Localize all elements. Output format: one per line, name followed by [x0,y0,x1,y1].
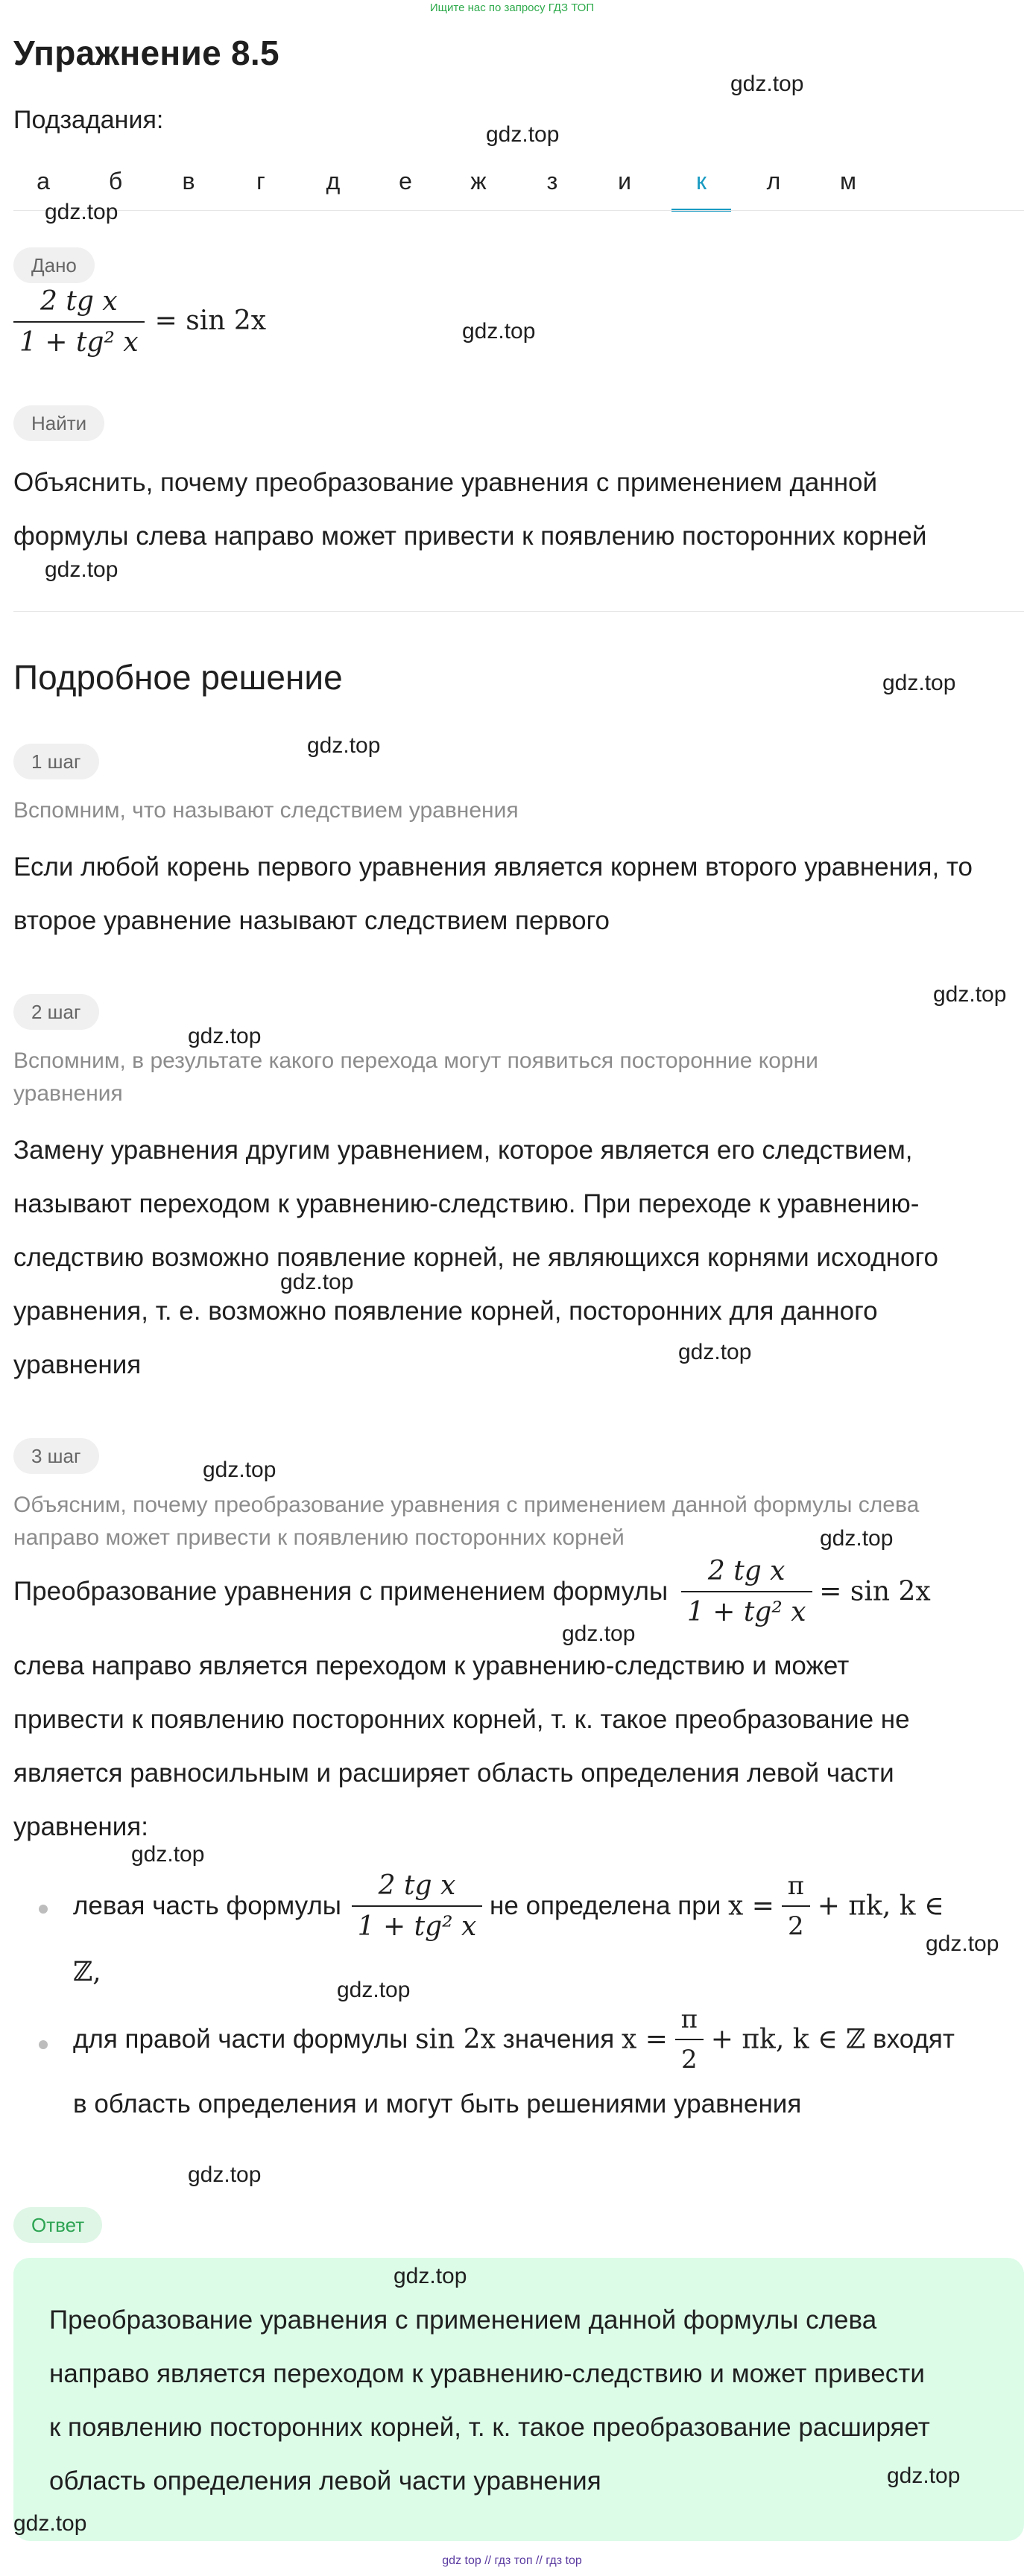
bullet-1-x-eq: x = [727,1890,774,1922]
bullet-2-line-1 [73,2004,1020,2075]
bullet-2-after: входят [873,2025,955,2054]
step-3-line-1: слева направо является переходом к уравнению-следствию и может [13,1651,850,1680]
step-1-line-1: Если любой корень первого уравнения является корнем второго уравнения, то [13,852,973,882]
step-1-hint: Вспомним, что называют следствием уравнения [13,798,519,823]
watermark: gdz.top [882,671,956,695]
bullet-1-line-2: ℤ, [73,1957,101,1987]
bullet-1-before: левая часть формулы [73,1891,341,1920]
tab-zh[interactable]: ж [470,168,487,194]
step-3-badge: 3 шаг [13,1438,99,1474]
step-3-formula-numerator: 2 tg x [707,1556,786,1586]
find-line-1: Объяснить, почему преобразование уравнения с применением данной [13,468,878,497]
answer-line-2: направо является переходом к уравнению-следствию и может привести [49,2359,925,2388]
tab-e[interactable]: е [399,168,412,194]
step-3-formula-line [13,1556,1024,1627]
bullet-1-marker [39,1905,48,1914]
watermark: gdz.top [131,1842,205,1867]
step-3-formula-denominator: 1 + tg² x [681,1591,812,1627]
watermark: gdz.top [394,2264,467,2288]
bullet-2-middle: значения [502,2025,615,2054]
tabs-divider [13,210,1024,211]
step-3-hint-1: Объясним, почему преобразование уравнения с применением данной формулы слева [13,1493,920,1517]
watermark: gdz.top [462,319,536,344]
given-formula-denominator: 1 + tg² x [13,321,145,358]
step-1-line-2: второе уравнение называют следствием первого [13,906,610,935]
answer-badge: Ответ [13,2207,102,2243]
tab-b[interactable]: б [108,168,123,194]
step-2-line-5: уравнения [13,1350,142,1379]
tab-g[interactable]: г [256,168,265,194]
bullet-2-x-eq: x = [621,2024,668,2055]
bullet-2-two: 2 [675,2039,704,2075]
tab-k[interactable]: к [671,159,731,212]
watermark: gdz.top [337,1978,411,2002]
tab-d[interactable]: д [326,168,341,194]
bullet-1-denominator: 1 + tg² x [352,1905,483,1942]
bullet-2-marker [39,2040,48,2049]
step-2-line-4: уравнения, т. е. возможно появление корней, посторонних для данного [13,1297,878,1326]
watermark: gdz.top [203,1458,276,1482]
tab-v[interactable]: в [182,168,195,194]
watermark: gdz.top [486,122,560,147]
page-title: Упражнение 8.5 [13,34,279,72]
bullet-2-tail: + πk, k ∈ ℤ [710,2024,866,2055]
bullet-1-pi: π [787,1871,804,1901]
step-3-line-4: уравнения: [13,1812,148,1841]
subtasks-label: Подзадания: [13,106,164,134]
step-2-line-1: Замену уравнения другим уравнением, которое является его следствием, [13,1136,913,1165]
find-badge: Найти [13,405,104,441]
step-3-formula-rhs: = sin 2x [819,1576,931,1607]
step-3-line-2: привести к появлению посторонних корней, т. к. такое преобразование не [13,1705,910,1734]
bullet-2-line-2: в область определения и могут быть решениями уравнения [73,2089,802,2118]
watermark: gdz.top [887,2463,961,2488]
tab-m[interactable]: м [840,168,856,194]
watermark: gdz.top [188,2162,262,2187]
step-2-badge: 2 шаг [13,994,99,1030]
bullet-1-two: 2 [782,1905,810,1941]
watermark: gdz.top [45,557,118,582]
bullet-1-numerator: 2 tg x [378,1870,456,1901]
step-2-line-3: следствию возможно появление корней, не являющихся корнями исходного [13,1243,938,1272]
solution-title: Подробное решение [13,658,343,697]
section-divider [13,611,1024,612]
tab-l[interactable]: л [766,168,781,194]
watermark: gdz.top [307,733,381,758]
watermark: gdz.top [188,1024,262,1048]
step-2-hint-2: уравнения [13,1081,123,1106]
subtask-tabs [13,159,1024,212]
watermark: gdz.top [678,1340,752,1364]
bullet-1-tail: + πk, k ∈ [817,1890,944,1922]
step-3-first-text: Преобразование уравнения с применением формулы [13,1577,669,1606]
step-2-hint-1: Вспомним, в результате какого перехода могут появиться посторонние корни [13,1048,818,1073]
watermark: gdz.top [820,1526,894,1551]
tab-a[interactable]: а [37,168,50,194]
step-2-line-2: называют переходом к уравнению-следствию. При переходе к уравнению- [13,1189,920,1218]
watermark: gdz.top [45,200,118,224]
tab-i[interactable]: и [618,168,631,194]
given-formula-numerator: 2 tg x [40,286,118,317]
given-badge: Дано [13,247,95,283]
bullet-2-pi: π [680,2004,698,2034]
watermark: gdz.top [730,72,804,96]
bullet-2-sin: sin 2x [415,2024,496,2055]
bullet-1-middle: не определена при [490,1891,721,1920]
top-search-link[interactable]: Ищите нас по запросу ГДЗ ТОП [429,1,595,14]
given-formula-rhs: = sin 2x [154,305,267,336]
watermark: gdz.top [933,982,1007,1007]
watermark: gdz.top [280,1270,354,1294]
tab-z[interactable]: з [546,168,558,194]
step-1-badge: 1 шаг [13,744,99,779]
bullet-1-line-1 [73,1870,1012,1942]
answer-line-1: Преобразование уравнения с применением данной формулы слева [49,2306,877,2335]
bullet-2-before: для правой части формулы [73,2025,408,2054]
answer-line-3: к появлению посторонних корней, т. к. такое преобразование расширяет [49,2413,930,2442]
step-3-hint-2: направо может привести к появлению посторонних корней [13,1525,625,1550]
step-3-line-3: является равносильным и расширяет область определения левой части [13,1759,894,1788]
watermark: gdz.top [926,1931,999,1956]
given-formula [13,286,266,358]
find-line-2: формулы слева направо может привести к появлению посторонних корней [13,522,927,551]
watermark: gdz.top [562,1621,636,1646]
answer-line-4: область определения левой части уравнения [49,2466,601,2496]
watermark: gdz.top [13,2511,87,2536]
footer-links[interactable]: gdz top // гдз топ // гдз top [442,2554,582,2567]
